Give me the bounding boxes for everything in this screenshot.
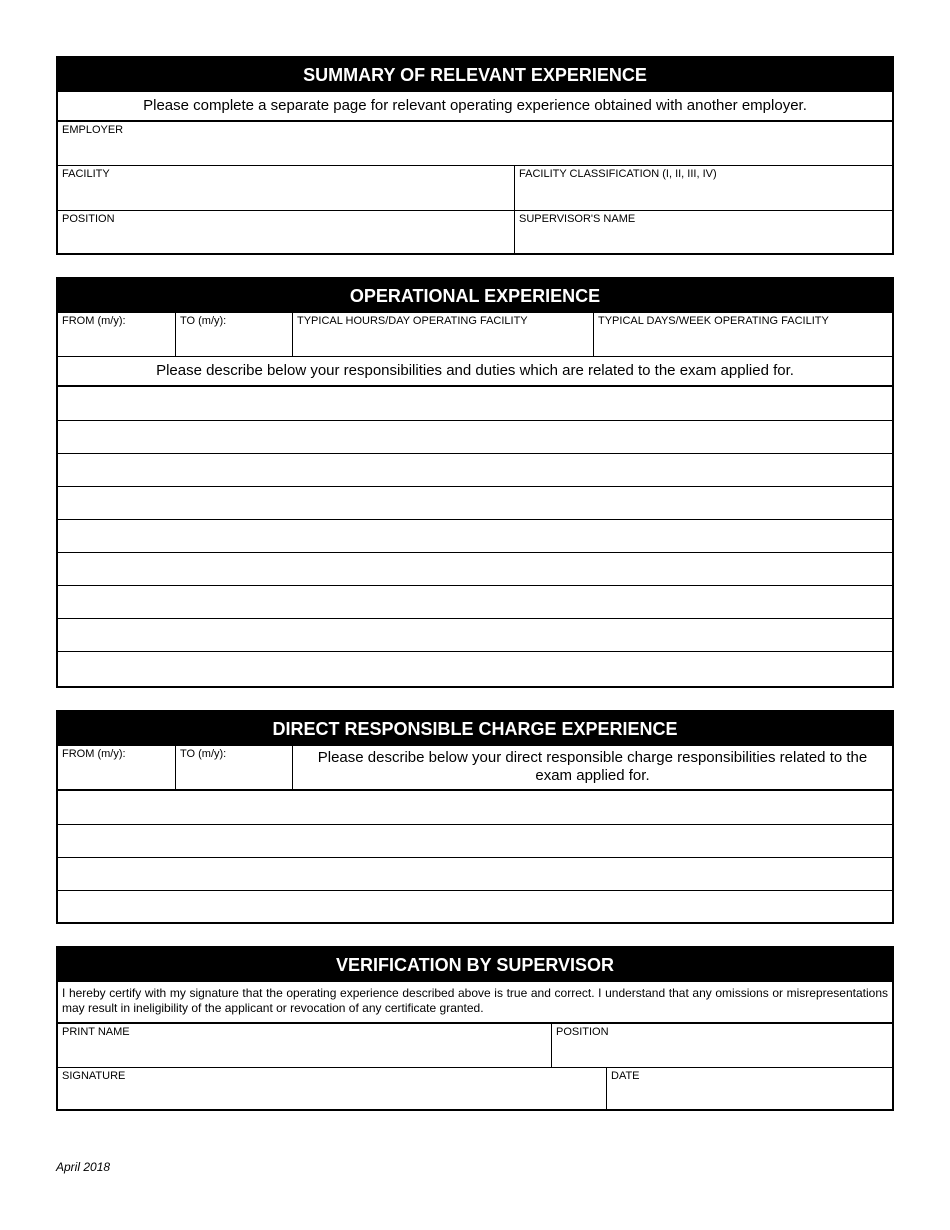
operational-note: Please describe below your responsibilities and duties which are related to the exam applied for. bbox=[58, 357, 892, 387]
facility-field[interactable] bbox=[58, 166, 515, 210]
employer-label: EMPLOYER bbox=[62, 124, 124, 136]
employer-row bbox=[58, 122, 892, 166]
print-name-field[interactable] bbox=[58, 1024, 552, 1067]
description-line[interactable] bbox=[58, 486, 892, 519]
direct-from-field[interactable] bbox=[58, 746, 176, 789]
operational-to-label: TO (m/y): bbox=[180, 315, 227, 327]
operational-lines bbox=[58, 387, 892, 684]
position-field[interactable] bbox=[58, 211, 515, 253]
description-line[interactable] bbox=[58, 519, 892, 552]
signature-row bbox=[58, 1068, 892, 1109]
position-label: POSITION bbox=[62, 213, 115, 225]
direct-from-label: FROM (m/y): bbox=[62, 748, 126, 760]
typical-hours-label: TYPICAL HOURS/DAY OPERATING FACILITY bbox=[297, 315, 528, 327]
operational-to-field[interactable] bbox=[176, 313, 293, 356]
position-row bbox=[58, 211, 892, 253]
summary-title: SUMMARY OF RELEVANT EXPERIENCE bbox=[58, 58, 892, 92]
date-label: DATE bbox=[611, 1070, 640, 1082]
direct-charge-note bbox=[293, 746, 892, 789]
date-field[interactable] bbox=[607, 1068, 892, 1109]
description-line[interactable] bbox=[58, 552, 892, 585]
signature-label: SIGNATURE bbox=[62, 1070, 126, 1082]
direct-to-label: TO (m/y): bbox=[180, 748, 227, 760]
verification-section bbox=[56, 946, 894, 1111]
operational-title: OPERATIONAL EXPERIENCE bbox=[58, 279, 892, 313]
print-name-label: PRINT NAME bbox=[62, 1026, 130, 1038]
operational-section bbox=[56, 277, 894, 688]
employer-field[interactable] bbox=[58, 122, 892, 165]
supervisor-position-field[interactable] bbox=[552, 1024, 892, 1067]
operational-from-field[interactable] bbox=[58, 313, 176, 356]
description-line[interactable] bbox=[58, 857, 892, 890]
signature-field[interactable] bbox=[58, 1068, 607, 1109]
direct-charge-note-text: Please describe below your direct responsible charge responsibilities related to the exam applied for. bbox=[317, 749, 868, 784]
supervisor-name-label: SUPERVISOR'S NAME bbox=[519, 213, 636, 225]
direct-charge-title: DIRECT RESPONSIBLE CHARGE EXPERIENCE bbox=[58, 712, 892, 746]
direct-charge-fields-row bbox=[58, 746, 892, 791]
facility-label: FACILITY bbox=[62, 168, 110, 180]
description-line[interactable] bbox=[58, 420, 892, 453]
print-name-row bbox=[58, 1024, 892, 1068]
description-line[interactable] bbox=[58, 585, 892, 618]
facility-classification-field[interactable] bbox=[515, 166, 892, 210]
facility-row bbox=[58, 166, 892, 211]
description-line[interactable] bbox=[58, 791, 892, 824]
description-line[interactable] bbox=[58, 651, 892, 684]
description-line[interactable] bbox=[58, 453, 892, 486]
direct-to-field[interactable] bbox=[176, 746, 293, 789]
typical-days-label: TYPICAL DAYS/WEEK OPERATING FACILITY bbox=[598, 315, 829, 327]
description-line[interactable] bbox=[58, 387, 892, 420]
summary-section bbox=[56, 56, 894, 255]
certify-statement: I hereby certify with my signature that the operating experience described above is true and correct. I understand that any omissions or misrepresentations may result in ineligibility of the applicant or revocation of any certificate granted. bbox=[58, 982, 892, 1024]
typical-days-field[interactable] bbox=[594, 313, 892, 356]
summary-note: Please complete a separate page for relevant operating experience obtained with another employer. bbox=[58, 92, 892, 122]
direct-charge-section bbox=[56, 710, 894, 924]
supervisor-position-label: POSITION bbox=[556, 1026, 609, 1038]
description-line[interactable] bbox=[58, 890, 892, 923]
operational-from-label: FROM (m/y): bbox=[62, 315, 126, 327]
operational-fields-row bbox=[58, 313, 892, 357]
verification-title: VERIFICATION BY SUPERVISOR bbox=[58, 948, 892, 982]
typical-hours-field[interactable] bbox=[293, 313, 594, 356]
direct-charge-lines bbox=[58, 791, 892, 923]
description-line[interactable] bbox=[58, 824, 892, 857]
supervisor-name-field[interactable] bbox=[515, 211, 892, 253]
description-line[interactable] bbox=[58, 618, 892, 651]
facility-classification-label: FACILITY CLASSIFICATION (I, II, III, IV) bbox=[519, 168, 717, 180]
footer-date: April 2018 bbox=[56, 1160, 111, 1174]
